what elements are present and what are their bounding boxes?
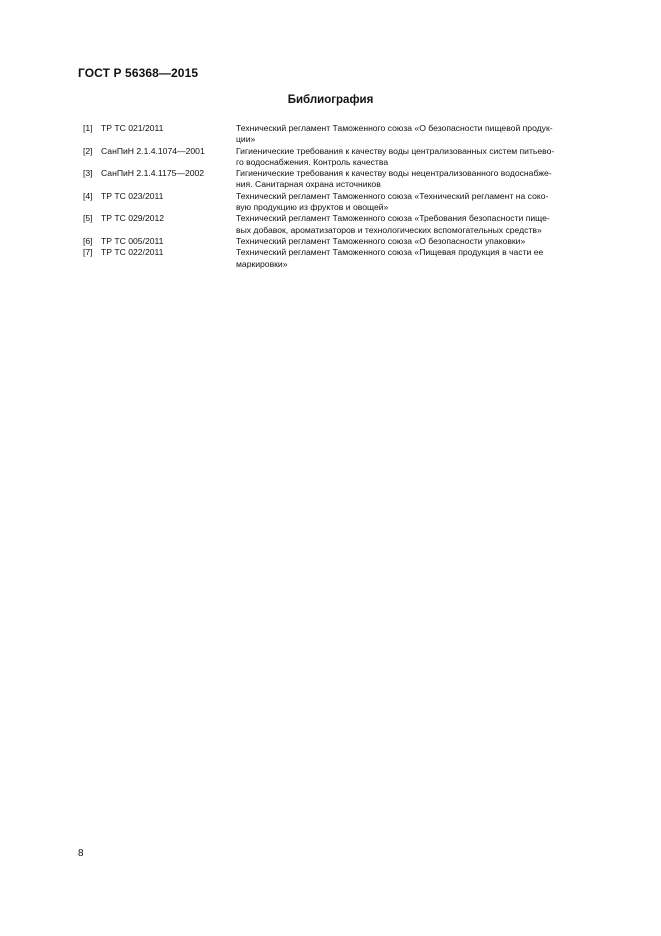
entry-code: ТР ТС 022/2011: [101, 247, 164, 258]
bibliography-entry-4: [83, 191, 611, 214]
bibliography-entry-1: [83, 123, 611, 146]
entry-code: СанПиН 2.1.4.1175—2002: [101, 168, 205, 179]
entry-description: [236, 123, 611, 146]
entry-description-line: Гигиенические требования к качеству воды нецентрализованного водоснабже-: [236, 168, 552, 179]
entry-description-line: вых добавок, ароматизаторов и технологических вспомогательных средств»: [236, 224, 542, 235]
entry-number: [5]: [83, 213, 93, 224]
entry-number: [3]: [83, 168, 93, 179]
bibliography-entry-5: [83, 213, 611, 236]
entry-number: [1]: [83, 123, 93, 133]
entry-description: [236, 213, 611, 236]
entry-description-line: Технический регламент Таможенного союза «О безопасности упаковки»: [236, 235, 526, 246]
entry-description: [236, 191, 611, 214]
entry-reference: [83, 123, 236, 146]
page-number: 8: [78, 848, 84, 859]
entry-description-line: вую продукцию из фруктов и овощей»: [236, 202, 389, 213]
entry-number: [7]: [83, 247, 93, 258]
entry-description-line: ции»: [236, 134, 256, 145]
entry-code: ТР ТС 021/2011: [101, 123, 164, 133]
entry-description-line: ния. Санитарная охрана источников: [236, 179, 381, 190]
entry-number: [4]: [83, 190, 93, 201]
document-header: ГОСТ Р 56368—2015: [78, 66, 199, 80]
entry-number: [6]: [83, 235, 93, 246]
entry-reference: [83, 236, 236, 247]
bibliography-entry-7: [83, 247, 611, 270]
entry-code: СанПиН 2.1.4.1074—2001: [101, 145, 205, 156]
entry-reference: [83, 247, 236, 270]
entry-reference: [83, 213, 236, 236]
bibliography-entry-6: [83, 236, 611, 247]
entry-description-line: маркировки»: [236, 258, 288, 269]
bibliography-list: [83, 123, 611, 270]
entry-description-line: Технический регламент Таможенного союза «Технический регламент на соко-: [236, 190, 549, 201]
entry-description-line: го водоснабжения. Контроль качества: [236, 156, 389, 167]
entry-description: [236, 146, 611, 169]
bibliography-title: Библиография: [287, 94, 374, 106]
entry-reference: [83, 146, 236, 169]
entry-description-line: Технический регламент Таможенного союза «Требования безопасности пище-: [236, 213, 550, 224]
entry-description: [236, 168, 611, 191]
bibliography-entry-2: [83, 146, 611, 169]
entry-code: ТР ТС 029/2012: [101, 213, 165, 224]
entry-description-line: Технический регламент Таможенного союза «О безопасности пищевой продук-: [236, 123, 553, 133]
entry-description-line: Технический регламент Таможенного союза «Пищевая продукция в части ее: [236, 247, 544, 258]
entry-code: ТР ТС 023/2011: [101, 190, 164, 201]
entry-reference: [83, 191, 236, 214]
entry-code: ТР ТС 005/2011: [101, 235, 164, 246]
entry-reference: [83, 168, 236, 191]
bibliography-entry-3: [83, 168, 611, 191]
entry-number: [2]: [83, 145, 93, 156]
entry-description: [236, 247, 611, 270]
entry-description-line: Гигиенические требования к качеству воды централизованных систем питьево-: [236, 145, 555, 156]
entry-description: [236, 236, 611, 247]
